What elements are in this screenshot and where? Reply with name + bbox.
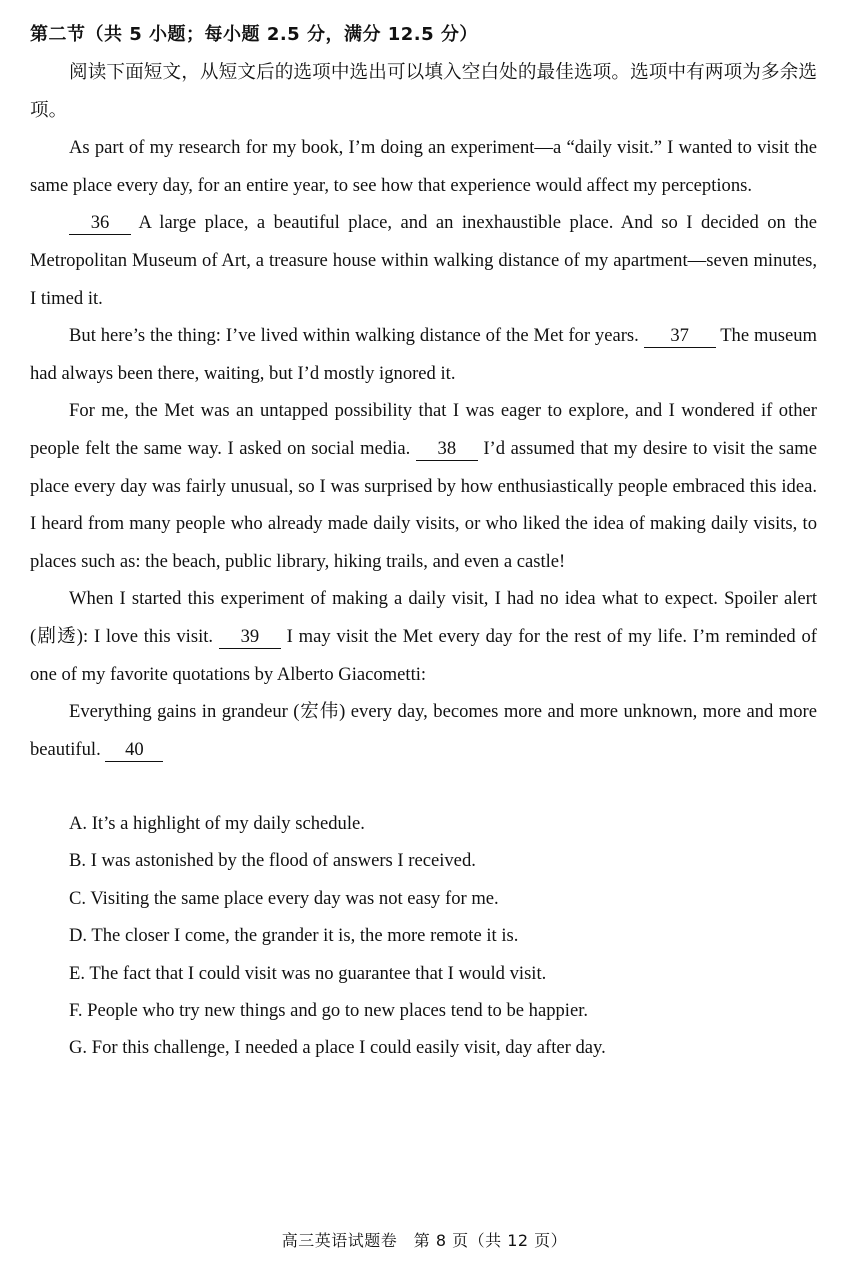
paragraph-2-text: A large place, a beautiful place, and an inexhaustible place. And so I decided on the Metropolitan Museum of Art, a treasure house within walking distance of my apartment—seven minutes, I timed it. — [30, 212, 817, 309]
blank-40: 40 — [105, 739, 163, 762]
paragraph-1: As part of my research for my book, I’m doing an experiment—a “daily visit.” I wanted to visit the same place every day, for an entire year, to see how that experience would affect my perceptions. — [30, 137, 817, 196]
paragraph-5-before: When I started this experiment of making a daily visit, I had no idea what to expect. Spoiler alert (剧透): I love this visit. — [30, 588, 817, 647]
blank-39: 39 — [219, 626, 281, 649]
blank-38: 38 — [416, 438, 478, 461]
section-title: 第二节（共 5 小题；每小题 2.5 分，满分 12.5 分） — [30, 24, 478, 45]
option-a: A. It’s a highlight of my daily schedule. — [69, 813, 365, 834]
paragraph-3-after: The museum had always been there, waiting, but I’d mostly ignored it. — [30, 325, 817, 384]
paragraph-3 — [30, 317, 817, 392]
paragraph-6 — [30, 693, 817, 768]
paragraph-4-before: For me, the Met was an untapped possibility that I was eager to explore, and I wondered if other people felt the same way. I asked on social media. — [30, 400, 817, 459]
page-footer: 高三英语试题卷 第 8 页（共 12 页） — [281, 1231, 568, 1250]
paragraph-2 — [30, 204, 817, 317]
paragraph-6-before: Everything gains in grandeur (宏伟) every day, becomes more and more unknown, more and more beautiful. — [30, 701, 817, 760]
option-g: G. For this challenge, I needed a place I could easily visit, day after day. — [69, 1037, 606, 1059]
option-f: F. People who try new things and go to new places tend to be happier. — [69, 1000, 589, 1022]
option-e: E. The fact that I could visit was no guarantee that I would visit. — [69, 962, 547, 984]
blank-36: 36 — [69, 212, 131, 235]
option-b: B. I was astonished by the flood of answers I received. — [69, 850, 476, 872]
reading-passage — [30, 54, 817, 768]
option-d: D. The closer I come, the grander it is, the more remote it is. — [69, 925, 519, 947]
instructions: 阅读下面短文，从短文后的选项中选出可以填入空白处的最佳选项。选项中有两项为多余选项。 — [30, 62, 817, 121]
paragraph-5 — [30, 580, 817, 693]
paragraph-3-before: But here’s the thing: I’ve lived within walking distance of the Met for years. — [69, 325, 644, 347]
paragraph-4-after: I’d assumed that my desire to visit the same place every day was fairly unusual, so I was surprised by how enthusiastically people embraced this idea. I heard from many people who already made daily visits, or who liked the idea of making daily visits, to places such as: the beach, public library, hiking trails, and even a castle! — [30, 437, 817, 572]
blank-37: 37 — [644, 325, 716, 348]
option-c: C. Visiting the same place every day was not easy for me. — [69, 887, 499, 909]
paragraph-4 — [30, 392, 817, 580]
paragraph-5-after: I may visit the Met every day for the rest of my life. I’m reminded of one of my favorite quotations by Alberto Giacometti: — [30, 625, 817, 685]
answer-options — [69, 805, 809, 1067]
